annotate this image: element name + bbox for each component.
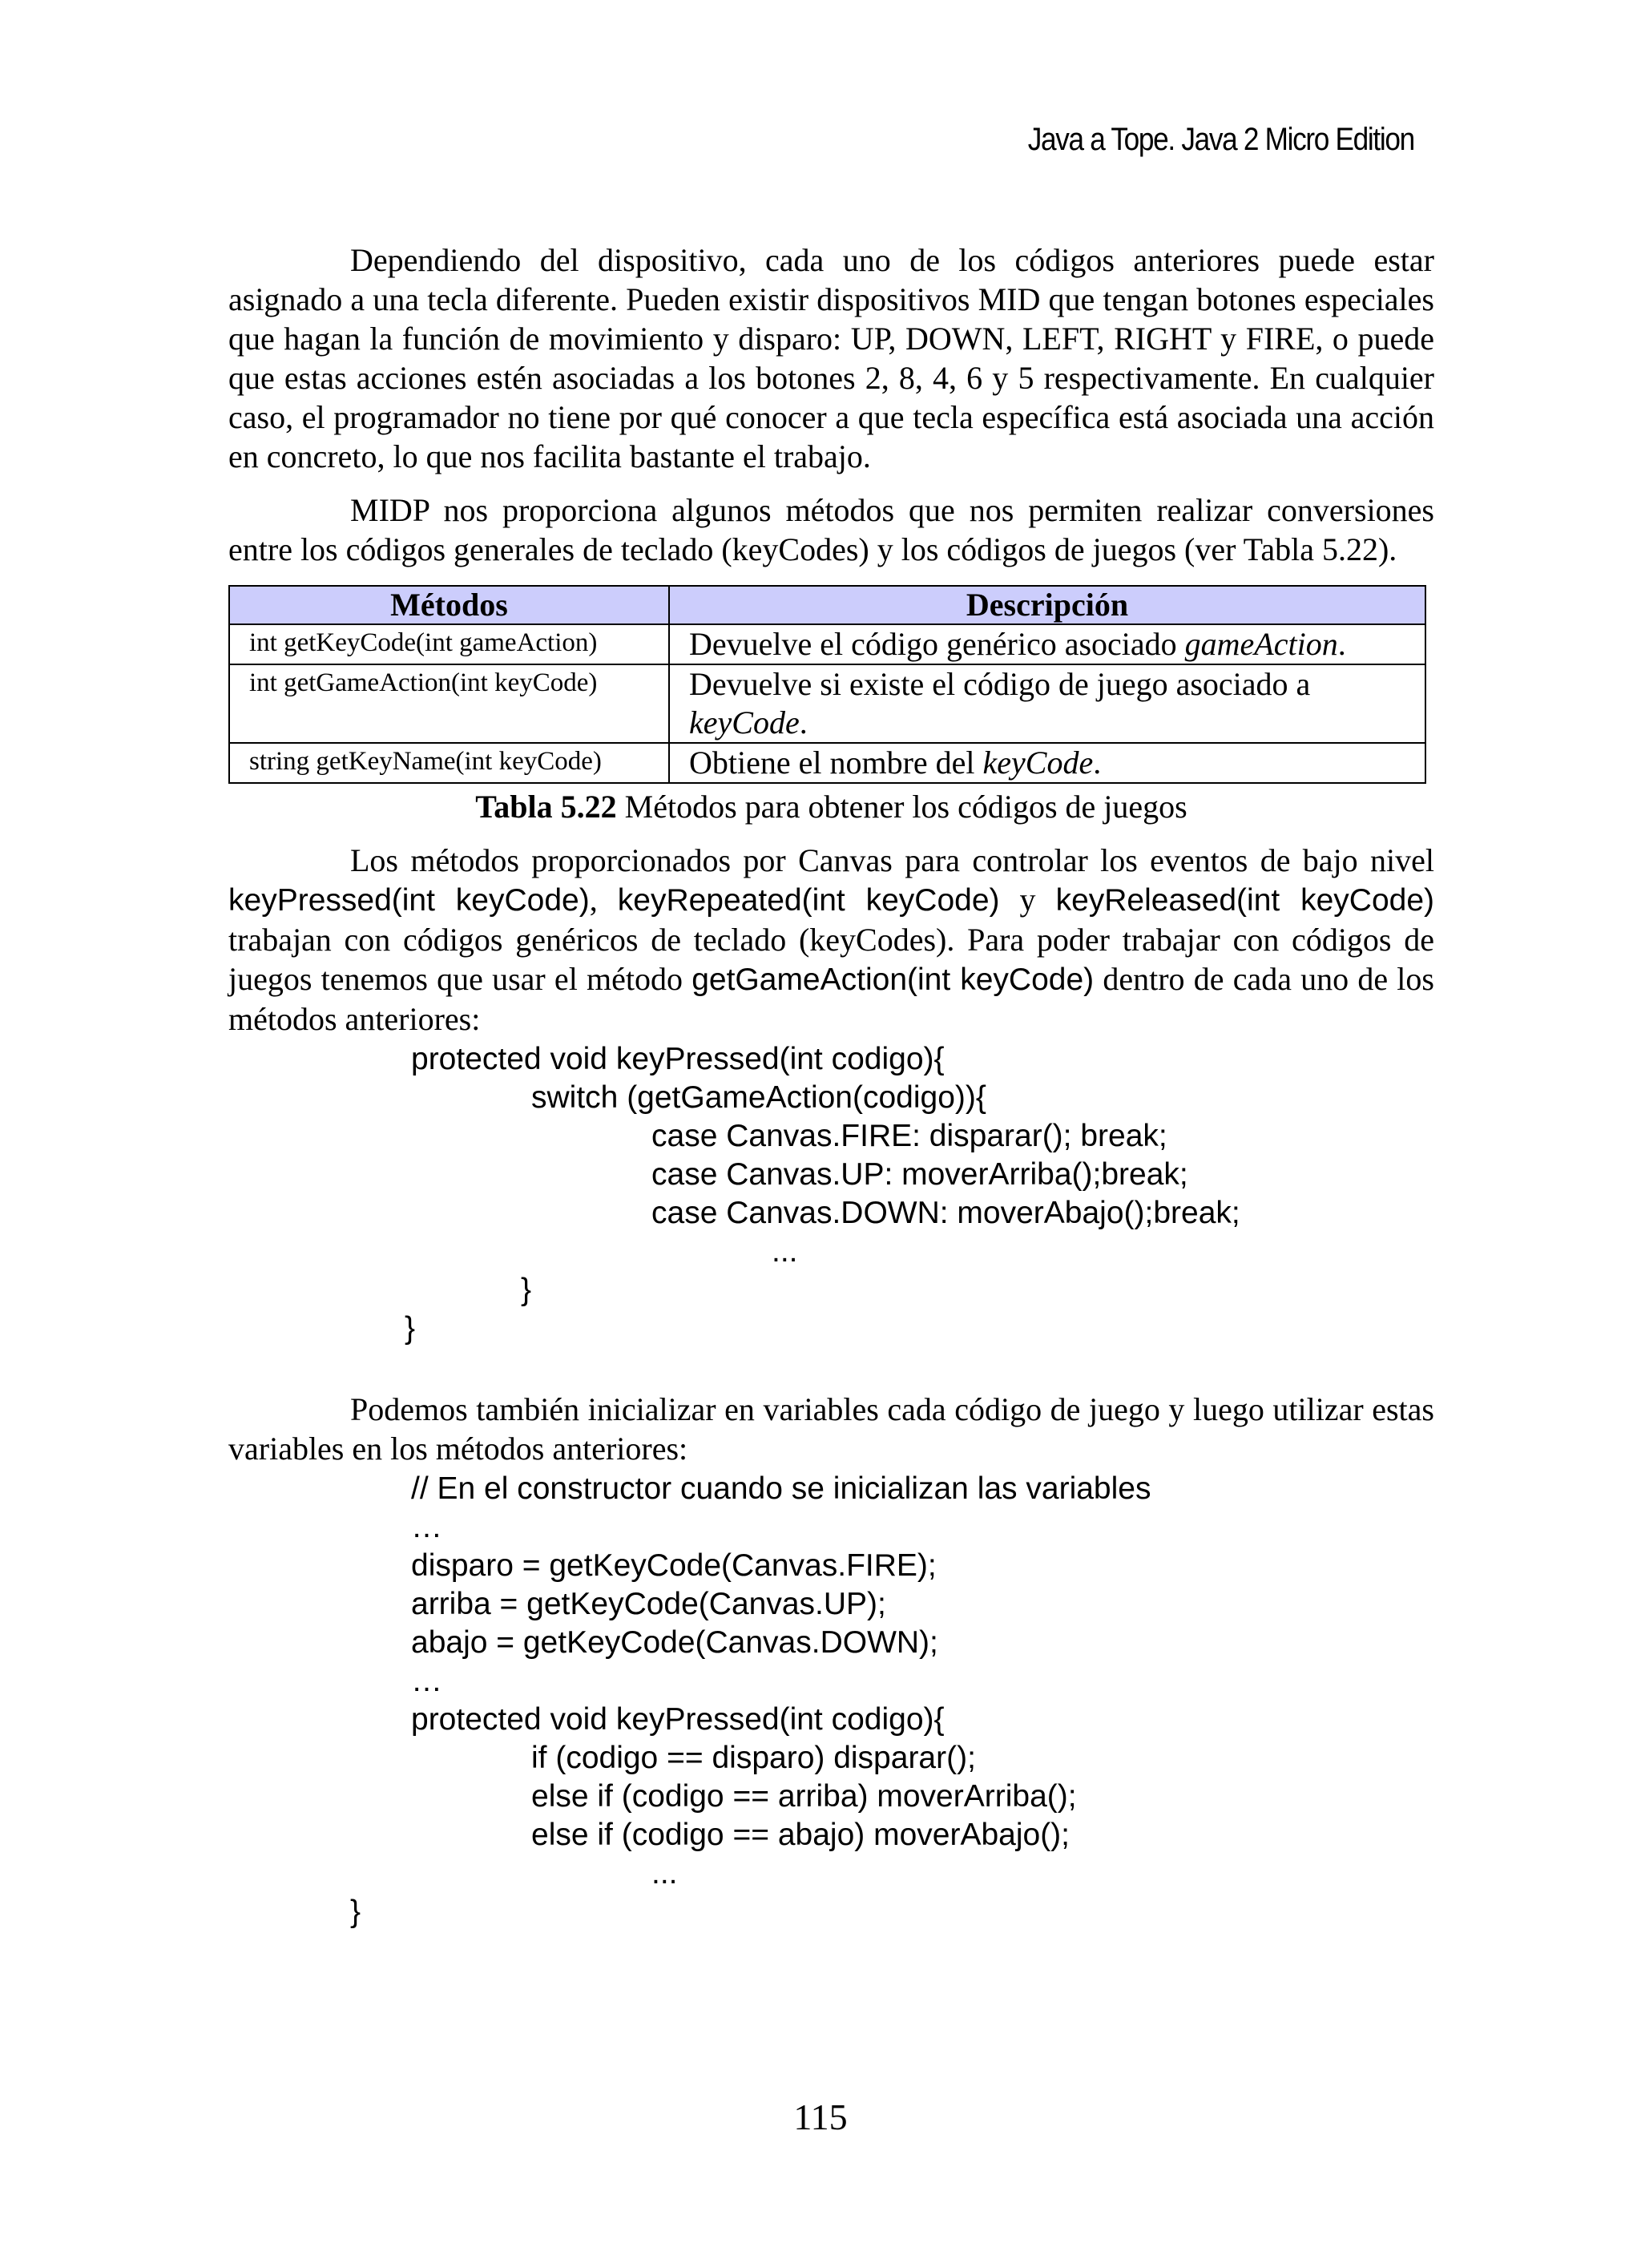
inline-code: keyRepeated(int keyCode) <box>617 883 1000 918</box>
code-line: switch (getGameAction(codigo)){ <box>531 1080 986 1115</box>
table-cell-description <box>669 624 1425 664</box>
description-text: Obtiene el nombre del <box>689 745 983 781</box>
code-block-2 <box>228 1470 1434 1931</box>
code-line: case Canvas.UP: moverArriba();break; <box>651 1157 1188 1192</box>
table-cell-method: string getKeyName(int keyCode) <box>229 743 669 783</box>
text-run: , <box>589 882 618 918</box>
table-cell-description <box>669 743 1425 783</box>
text-run: trabajan con códigos genéricos de teclado (keyCodes). Para poder trabajar con códigos de juegos tenemos que usar el método <box>228 922 1434 997</box>
paragraph-3 <box>228 841 1434 1039</box>
description-text: Devuelve el código genérico asociado <box>689 626 1185 662</box>
code-line: … <box>411 1664 442 1698</box>
description-emphasis: keyCode <box>982 745 1094 781</box>
table-header-methods: Métodos <box>229 586 669 624</box>
code-line: protected void keyPressed(int codigo){ <box>411 1042 945 1076</box>
code-line: protected void keyPressed(int codigo){ <box>411 1702 945 1737</box>
code-line: ... <box>772 1234 798 1269</box>
table-row <box>229 664 1425 743</box>
caption-label: Tabla 5.22 <box>475 789 617 825</box>
code-line: case Canvas.FIRE: disparar(); break; <box>651 1119 1167 1153</box>
description-end: . <box>1093 745 1102 781</box>
code-line: arriba = getKeyCode(Canvas.UP); <box>411 1587 886 1621</box>
code-line: … <box>411 1510 442 1544</box>
paragraph-2: MIDP nos proporciona algunos métodos que nos permiten realizar conversiones entre los códigos generales de teclado (keyCodes) y los códigos de juegos (ver Tabla 5.22). <box>228 492 1434 567</box>
paragraph-4: Podemos también inicializar en variables cada código de juego y luego utilizar estas variables en los métodos anteriores: <box>228 1391 1434 1467</box>
code-line: // En el constructor cuando se inicializan las variables <box>411 1471 1151 1506</box>
code-block-1 <box>228 1040 1434 1348</box>
code-line: if (codigo == disparo) disparar(); <box>531 1741 976 1775</box>
table-header-description: Descripción <box>669 586 1425 624</box>
paragraph-1: Dependiendo del dispositivo, cada uno de los códigos anteriores puede estar asignado a una tecla diferente. Pueden existir dispositivos MID que tengan botones especiales que hagan la función de movimiento y disparo: UP, DOWN, LEFT, RIGHT y FIRE, o puede que estas acciones estén asociadas a los botones 2, 8, 4, 6 y 5 respectivamente. En cualquier caso, el programador no tiene por qué conocer a que tecla específica está asociada una acción en concreto, lo que nos facilita bastante el trabajo. <box>228 242 1434 474</box>
inline-code: keyReleased(int keyCode) <box>1055 883 1434 918</box>
code-line: abajo = getKeyCode(Canvas.DOWN); <box>411 1625 938 1660</box>
code-line: else if (codigo == abajo) moverAbajo(); <box>531 1818 1070 1852</box>
inline-code: keyPressed(int keyCode) <box>228 883 590 918</box>
code-line: } <box>350 1895 361 1929</box>
table-caption <box>228 787 1434 826</box>
code-line: } <box>405 1311 416 1346</box>
code-line: else if (codigo == arriba) moverArriba(); <box>531 1779 1077 1814</box>
text-run: dentro de cada uno de los métodos anteriores: <box>228 961 1434 1037</box>
code-line: disparo = getKeyCode(Canvas.FIRE); <box>411 1548 937 1583</box>
code-line: case Canvas.DOWN: moverAbajo();break; <box>651 1196 1240 1230</box>
code-line: ... <box>651 1856 678 1891</box>
table-row <box>229 624 1425 664</box>
table-cell-method: int getKeyCode(int gameAction) <box>229 624 669 664</box>
table-row <box>229 743 1425 783</box>
caption-text: Métodos para obtener los códigos de juegos <box>616 789 1187 825</box>
code-line: } <box>521 1273 532 1307</box>
description-text: Devuelve si existe el código de juego asociado a <box>689 666 1311 702</box>
running-header: Java a Tope. Java 2 Micro Edition <box>1027 122 1414 157</box>
description-emphasis: gameAction <box>1184 626 1338 662</box>
description-emphasis: keyCode <box>689 704 800 741</box>
inline-code: getGameAction(int keyCode) <box>691 962 1095 997</box>
description-end: . <box>1337 626 1346 662</box>
methods-table <box>228 585 1426 784</box>
page-content <box>228 240 1434 1931</box>
table-cell-description <box>669 664 1425 743</box>
table-cell-method: int getGameAction(int keyCode) <box>229 664 669 743</box>
description-end: . <box>799 704 808 741</box>
text-run: y <box>999 882 1056 918</box>
text-run: Los métodos proporcionados por Canvas para controlar los eventos de bajo nivel <box>350 842 1434 878</box>
page-number: 115 <box>793 2096 848 2137</box>
table-header-row <box>229 586 1425 624</box>
